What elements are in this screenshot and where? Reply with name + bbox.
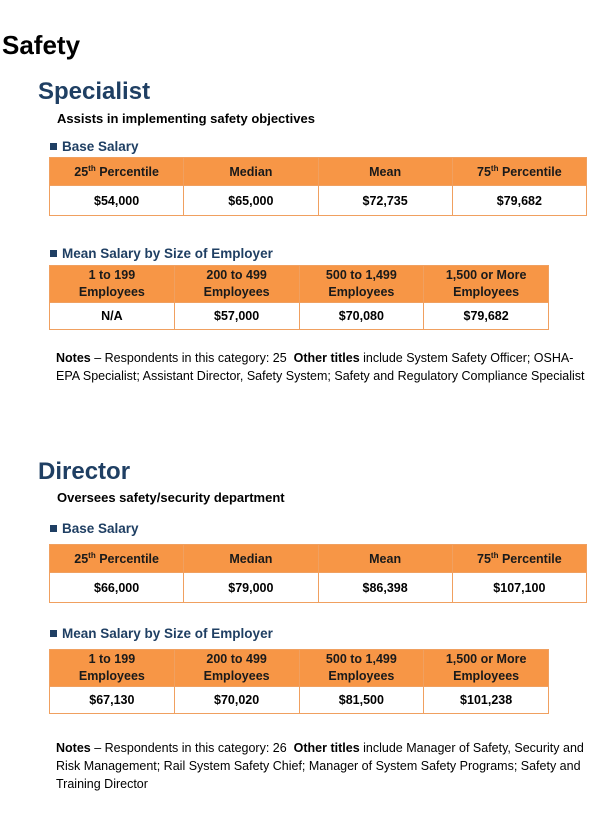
value-1-199: N/A <box>50 303 175 330</box>
header-75th-percentile: 75th Percentile <box>452 545 586 573</box>
header-mean: Mean <box>318 158 452 186</box>
header-25th-percentile: 25th Percentile <box>50 545 184 573</box>
role-description: Assists in implementing safety objectives <box>57 111 315 126</box>
role-title: Specialist <box>38 78 151 105</box>
value-median: $65,000 <box>184 186 318 216</box>
value-75th-percentile: $79,682 <box>452 186 586 216</box>
other-titles-text: include System Safety Officer; OSHA-EPA Specialist; Assistant Director, Safety System; Safety and Regulatory Compliance Specialist <box>56 351 585 383</box>
header-200-499: 200 to 499 Employees <box>174 266 299 303</box>
role-description: Oversees safety/security department <box>57 490 285 505</box>
role-title: Director <box>38 458 131 485</box>
square-bullet-icon <box>50 143 57 150</box>
value-200-499: $70,020 <box>174 687 299 714</box>
header-1-199: 1 to 199 Employees <box>50 266 175 303</box>
value-1500-more: $79,682 <box>424 303 549 330</box>
employer-size-heading <box>50 626 273 641</box>
value-mean: $72,735 <box>318 186 452 216</box>
header-1500-more: 1,500 or More Employees <box>424 650 549 687</box>
employer-size-heading <box>50 246 273 261</box>
base-salary-table <box>49 544 587 603</box>
base-salary-heading <box>50 521 139 536</box>
square-bullet-icon <box>50 630 57 637</box>
square-bullet-icon <box>50 525 57 532</box>
base-salary-heading <box>50 139 139 154</box>
base-salary-label: Base Salary <box>62 521 139 536</box>
employer-size-table <box>49 649 549 714</box>
value-500-1499: $81,500 <box>299 687 424 714</box>
header-mean: Mean <box>318 545 452 573</box>
notes-count: – Respondents in this category: 26 <box>90 741 287 755</box>
notes-paragraph <box>56 739 596 793</box>
notes-label: Notes <box>56 351 91 365</box>
square-bullet-icon <box>50 250 57 257</box>
header-25th-percentile: 25th Percentile <box>50 158 184 186</box>
header-200-499: 200 to 499 Employees <box>174 650 299 687</box>
value-1-199: $67,130 <box>50 687 175 714</box>
header-1500-more: 1,500 or More Employees <box>424 266 549 303</box>
notes-count: – Respondents in this category: 25 <box>90 351 287 365</box>
value-500-1499: $70,080 <box>299 303 424 330</box>
header-median: Median <box>184 545 318 573</box>
notes-paragraph <box>56 349 596 385</box>
header-median: Median <box>184 158 318 186</box>
value-25th-percentile: $54,000 <box>50 186 184 216</box>
page-title: Safety <box>2 30 81 60</box>
employer-size-table <box>49 265 549 330</box>
header-75th-percentile: 75th Percentile <box>452 158 586 186</box>
value-mean: $86,398 <box>318 573 452 603</box>
value-median: $79,000 <box>184 573 318 603</box>
employer-size-label: Mean Salary by Size of Employer <box>62 626 273 641</box>
notes-label: Notes <box>56 741 91 755</box>
employer-size-label: Mean Salary by Size of Employer <box>62 246 273 261</box>
base-salary-label: Base Salary <box>62 139 139 154</box>
value-75th-percentile: $107,100 <box>452 573 586 603</box>
header-1-199: 1 to 199 Employees <box>50 650 175 687</box>
value-1500-more: $101,238 <box>424 687 549 714</box>
value-25th-percentile: $66,000 <box>50 573 184 603</box>
other-titles-label: Other titles <box>293 351 360 365</box>
other-titles-label: Other titles <box>293 741 360 755</box>
header-500-1499: 500 to 1,499 Employees <box>299 266 424 303</box>
header-500-1499: 500 to 1,499 Employees <box>299 650 424 687</box>
other-titles-text: include Manager of Safety, Security and Risk Management; Rail System Safety Chief; Manager of System Safety Programs; Safety and Training Director <box>56 741 584 791</box>
value-200-499: $57,000 <box>174 303 299 330</box>
base-salary-table <box>49 157 587 216</box>
